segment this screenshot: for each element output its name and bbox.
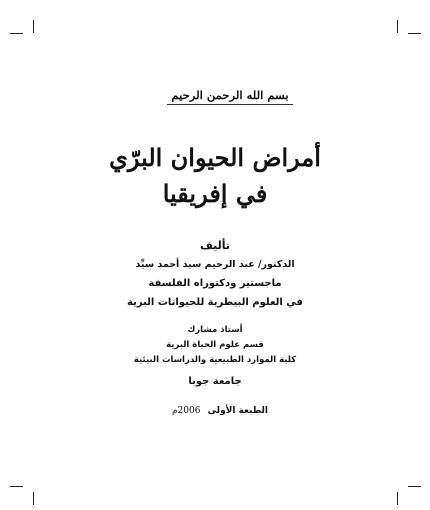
book-title-line-1: أمراض الحيوان البرّي xyxy=(109,143,321,172)
university-name: جامعة جوبا xyxy=(188,376,242,387)
edition-info xyxy=(160,406,280,416)
book-title-line-2: في إفريقيا xyxy=(162,179,268,208)
crop-mark-bottom-right-vertical xyxy=(397,492,398,505)
crop-mark-bottom-right-horizontal xyxy=(408,486,421,487)
crop-mark-top-right-vertical xyxy=(397,20,398,33)
author-college: كلية الموارد الطبيعية والدراسات البيئية xyxy=(133,355,297,365)
crop-mark-top-left-horizontal xyxy=(10,33,23,34)
edition-label: الطبعة الأولى xyxy=(207,406,269,416)
crop-mark-bottom-left-vertical xyxy=(33,492,34,505)
author-position: أستاذ مشارك xyxy=(187,325,243,335)
basmala-calligraphy: بسم الله الرحمن الرحيم xyxy=(167,86,293,105)
crop-mark-top-left-vertical xyxy=(33,20,34,33)
edition-year: 2006م xyxy=(171,406,201,416)
author-label: تأليف xyxy=(200,239,230,252)
author-name: الدكتور/ عبد الرحيم سيد أحمد سيِّد xyxy=(135,259,295,270)
author-degree: ماجستير ودكتوراه الفلسفة xyxy=(148,278,282,289)
crop-mark-top-right-horizontal xyxy=(408,33,421,34)
author-field: في العلوم البيطرية للحيوانات البرية xyxy=(127,297,303,308)
crop-mark-bottom-left-horizontal xyxy=(10,486,23,487)
author-department: قسم علوم الحياة البرية xyxy=(166,340,264,350)
